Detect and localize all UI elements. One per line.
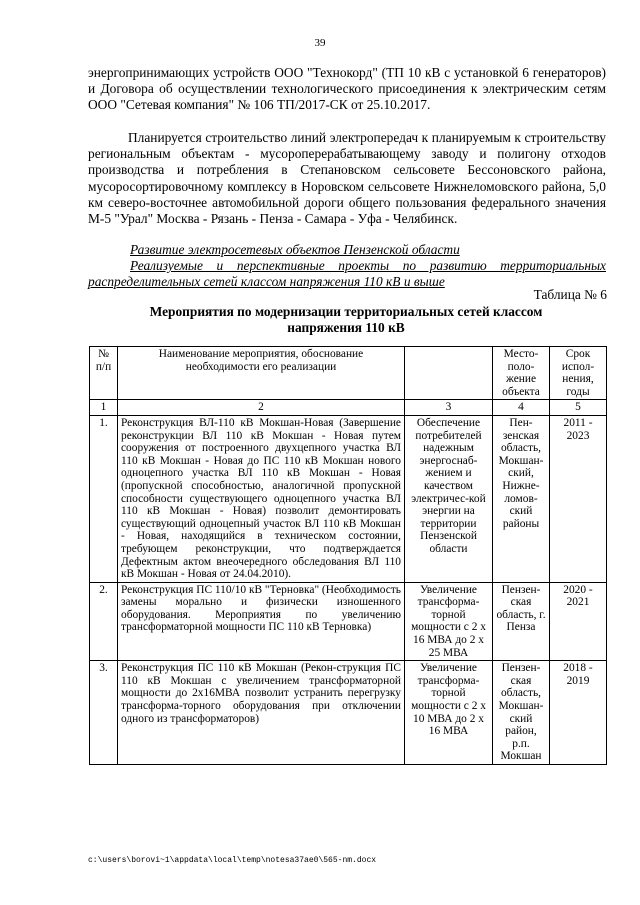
page-number: 39 — [314, 37, 326, 49]
measures-table — [89, 346, 607, 765]
footer-file-path: c:\users\borovi~1\appdata\local\temp\notesa37ae0\565-nm.docx — [88, 856, 377, 865]
column-number-cell: 2 — [118, 400, 405, 416]
column-numbers-row — [90, 400, 607, 416]
column-number-cell: 1 — [90, 400, 118, 416]
row-number: 2. — [90, 582, 118, 661]
row-location: Пен-зенская область, Мокшан-ский, Нижне-ломов-ский районы — [493, 415, 550, 582]
row-purpose: Увеличение трансформа-торной мощности с 2 х 16 МВА до 2 х 25 МВА — [405, 582, 493, 661]
table-row — [90, 582, 607, 661]
row-term: 2011 - 2023 — [550, 415, 607, 582]
header-cell-location: Место-поло-жение объекта — [493, 347, 550, 400]
paragraph-planned-lines: Планируется строительство линий электропередач к планируемым к строительству региональным объектам - мусороперерабатывающему заводу и полигону отходов производства и потребления в Степановском сельсовете Бессоновского района, мусоросортировочному комплексу в Норовском сельсовете Нижнеломовского района, 5,0 км северо-восточнее автомобильной дороги общего пользования федерального значения М-5 "Урал" Москва - Рязань - Пенза - Самара - Уфа - Челябинск. — [88, 130, 606, 227]
row-term: 2020 - 2021 — [550, 582, 607, 661]
table-header-row — [90, 347, 607, 400]
row-location: Пензен-ская область, Мокшан-ский район, р.п. Мокшан — [493, 661, 550, 765]
row-number: 1. — [90, 415, 118, 582]
section-heading: Развитие электросетевых объектов Пензенской области — [130, 242, 460, 257]
paragraph-connection: энергопринимающих устройств ООО "Технокорд" (ТП 10 кВ с установкой 6 генераторов) и Договора об осуществлении технологического присоединения к электрическим сетям ООО "Сетевая компания" № 106 ТП/2017-СК от 25.10.2017. — [88, 65, 606, 113]
row-term: 2018 - 2019 — [550, 661, 607, 765]
row-purpose: Обеспечение потребителей надежным энергоснаб-жением и качеством электричес-кой энергии на территории Пензенской области — [405, 415, 493, 582]
header-cell-number: № п/п — [90, 347, 118, 400]
header-cell-name: Наименование мероприятия, обоснование необходимости его реализации — [118, 347, 405, 400]
header-cell-empty — [405, 347, 493, 400]
table-number: Таблица № 6 — [533, 287, 607, 302]
table-row — [90, 415, 607, 582]
row-purpose: Увеличение трансформа-торной мощности с 2 х 10 МВА до 2 х 16 МВА — [405, 661, 493, 765]
header-cell-term: Срок испол-нения, годы — [550, 347, 607, 400]
subsection-heading: Реализуемые и перспективные проекты по развитию территориальных распределительных сетей классом напряжения 110 кВ и выше — [88, 258, 606, 290]
table-row — [90, 661, 607, 765]
column-number-cell: 3 — [405, 400, 493, 416]
row-name: Реконструкция ВЛ-110 кВ Мокшан-Новая (Завершение реконструкции ВЛ 110 кВ Мокшан - Новая путем сооружения от построенного двухцепного участка ВЛ 110 кВ Мокшан - Новая до ПС 110 кВ Мокшан нового одноцепного участка ВЛ 110 кВ Мокшан - Новая (пропускной способностью, аналогичной пропускной способности существующего одноцепного участка ВЛ 110 кВ Мокшан - Новая) позволит демонтировать существующий одноцепный участок ВЛ 110 кВ Мокшан - Новая, находящийся в техническом состоянии, требующем реконструкции, что подтверждается Дефектным актом внеочередного обследования ВЛ 110 кВ Мокшан - Новая от 24.04.2010). — [118, 415, 405, 582]
row-location: Пензен-ская область, г. Пенза — [493, 582, 550, 661]
row-number: 3. — [90, 661, 118, 765]
column-number-cell: 4 — [493, 400, 550, 416]
table-title: Мероприятия по модернизации территориальных сетей классом напряжения 110 кВ — [149, 304, 543, 335]
row-name: Реконструкция ПС 110/10 кВ "Терновка" (Необходимость замены морально и физически изношенного оборудования. Мероприятия по увеличению трансформаторной мощности ПС 110 кВ Терновка) — [118, 582, 405, 661]
row-name: Реконструкция ПС 110 кВ Мокшан (Рекон-струкция ПС 110 кВ Мокшан с увеличением трансформаторной мощности до 2х16МВА позволит устранить перегрузку трансформа-торного оборудования при отключении одного из трансформаторов) — [118, 661, 405, 765]
column-number-cell: 5 — [550, 400, 607, 416]
